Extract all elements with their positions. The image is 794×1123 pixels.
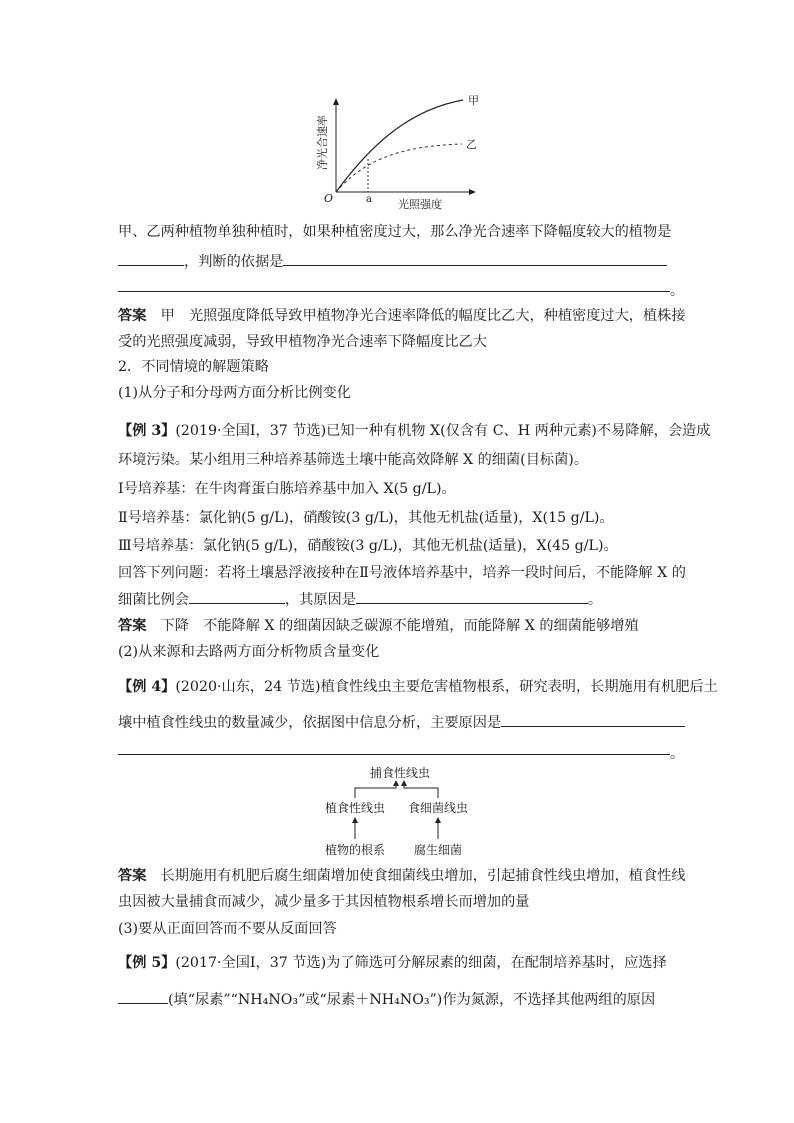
node-predatory-nematode: 捕食性线虫 bbox=[369, 766, 431, 780]
strategy-2: (2)从来源和去路两方面分析物质含量变化 bbox=[118, 644, 380, 660]
example-tag: 【例 3】 bbox=[118, 423, 176, 439]
q-prev-answer-line1: 答案 甲 光照强度降低导致甲植物净光合速率降低的幅度比乙大，种植密度过大，植株接 bbox=[118, 308, 686, 324]
curve-jia-label: 甲 bbox=[468, 94, 479, 107]
ex3-medium-2: Ⅱ号培养基：氯化钠(5 g/L)，硝酸铵(3 g/L)，其他无机盐(适量)，X(15 g/L)。 bbox=[118, 510, 614, 526]
ex4-answer-line1: 答案 长期施用有机肥后腐生细菌增加使食细菌线虫增加，引起捕食性线虫增加，植食性线 bbox=[118, 868, 686, 884]
node-plant-feeding-nematode: 植食性线虫 bbox=[324, 801, 386, 815]
node-bacteria-feeding-nematode: 食细菌线虫 bbox=[407, 801, 469, 815]
curve-jia bbox=[336, 100, 463, 192]
origin-label: O bbox=[324, 192, 334, 205]
ex5-line2: (填“尿素”“NH₄NO₃”或“尿素＋NH₄NO₃”)作为氮源，不选择其他两组的原因 bbox=[118, 988, 655, 1010]
section-heading: 2．不同情境的解题策略 bbox=[118, 359, 269, 375]
answer-blank[interactable] bbox=[118, 250, 184, 266]
q-prev-line2: ，判断的依据是 bbox=[118, 250, 667, 272]
period: 。 bbox=[670, 746, 684, 762]
ex3-medium-1: Ⅰ号培养基：在牛肉膏蛋白胨培养基中加入 X(5 g/L)。 bbox=[118, 481, 456, 497]
answer-blank[interactable] bbox=[118, 988, 168, 1004]
q-prev-answer-line2: 受的光照强度减弱，导致甲植物净光合速率下降幅度比乙大 bbox=[118, 334, 487, 350]
answer-rule[interactable] bbox=[118, 291, 670, 292]
answer-tag: 答案 bbox=[118, 618, 147, 634]
ex3-medium-3: Ⅲ号培养基：氯化钠(5 g/L)，硝酸铵(3 g/L)，其他无机盐(适量)，X(45 g/L)。 bbox=[118, 538, 618, 554]
y-axis-label: 净光合速率 bbox=[316, 115, 329, 170]
node-plant-roots: 植物的根系 bbox=[324, 843, 386, 857]
answer-blank[interactable] bbox=[283, 250, 667, 266]
ex3-line2: 环境污染。某小组用三种培养基筛选土壤中能高效降解 X 的细菌(目标菌)。 bbox=[118, 452, 589, 468]
arrow-plant-nematode-to-predator bbox=[355, 781, 396, 798]
answer-tag: 答案 bbox=[118, 308, 147, 324]
ex3-answer: 答案 下降 不能降解 X 的细菌因缺乏碳源不能增殖，而能降解 X 的细菌能够增殖 bbox=[118, 618, 639, 634]
answer-blank[interactable] bbox=[189, 588, 285, 604]
ex4-line2: 壤中植食性线虫的数量减少，依据图中信息分析，主要原因是 bbox=[118, 711, 685, 733]
q-prev-line1: 甲、乙两种植物单独种植时，如果种植密度过大，那么净光合速率下降幅度较大的植物是 bbox=[118, 224, 672, 240]
nematode-food-web-diagram bbox=[300, 764, 500, 864]
x-axis-label: 光照强度 bbox=[398, 198, 442, 211]
strategy-3: (3)要从正面回答而不要从反面回答 bbox=[118, 921, 337, 937]
ex3-question-line1: 回答下列问题：若将土壤悬浮液接种在Ⅱ号液体培养基中，培养一段时间后，不能降解 X 的 bbox=[118, 565, 686, 581]
period: 。 bbox=[670, 283, 684, 299]
answer-blank[interactable] bbox=[501, 711, 685, 727]
ex4-line1: 【例 4】(2020·山东，24 节选)植食性线虫主要危害植物根系，研究表明，长期施用有机肥后土 bbox=[118, 679, 718, 695]
ex3-question-line2: 细菌比例会 ，其原因是 。 bbox=[118, 588, 602, 610]
node-saprophytic-bacteria: 腐生细菌 bbox=[413, 843, 463, 857]
example-tag: 【例 5】 bbox=[118, 955, 176, 971]
ex3-line1: 【例 3】(2019·全国Ⅰ，37 节选)已知一种有机物 X(仅含有 C、H 两种元素)不易降解，会造成 bbox=[118, 423, 711, 439]
example-tag: 【例 4】 bbox=[118, 679, 176, 695]
photosynthesis-graph bbox=[300, 88, 500, 212]
ex4-answer-line2: 虫因被大量捕食而减少，减少量多于其因植物根系增长而增加的量 bbox=[118, 894, 530, 910]
strategy-1: (1)从分子和分母两方面分析比例变化 bbox=[118, 385, 351, 401]
answer-rule[interactable] bbox=[118, 754, 670, 755]
answer-blank[interactable] bbox=[356, 588, 588, 604]
a-label: a bbox=[366, 194, 372, 205]
y-axis-arrow bbox=[333, 98, 339, 105]
arrow-bacteria-nematode-to-predator bbox=[404, 781, 438, 798]
curve-yi-label: 乙 bbox=[466, 138, 477, 151]
answer-tag: 答案 bbox=[118, 868, 147, 884]
x-axis-arrow bbox=[469, 189, 476, 195]
ex5-line1: 【例 5】(2017·全国Ⅰ，37 节选)为了筛选可分解尿素的细菌，在配制培养基时，应选择 bbox=[118, 955, 667, 971]
